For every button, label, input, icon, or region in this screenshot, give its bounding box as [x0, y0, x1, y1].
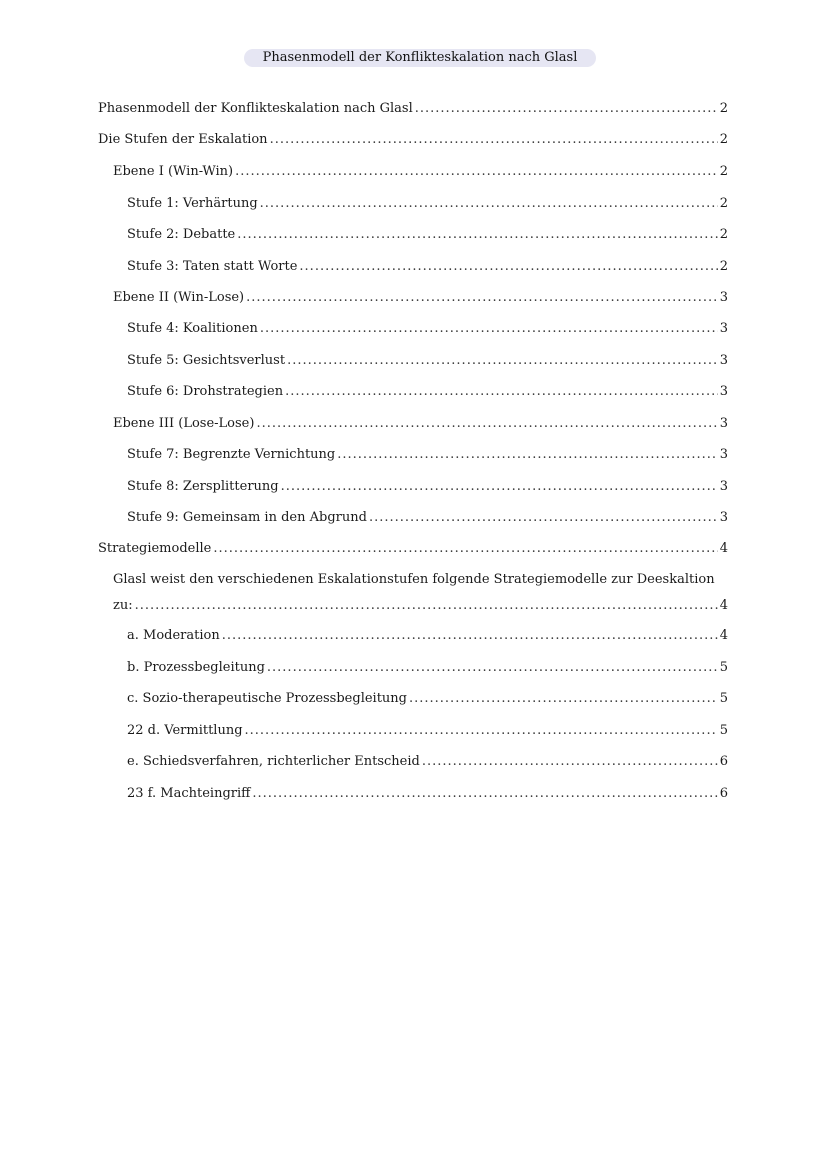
toc-entry[interactable] [127, 659, 728, 677]
toc-page-number: 3 [719, 290, 728, 305]
toc-page-number: 6 [719, 786, 728, 801]
toc-leader [299, 258, 717, 276]
toc-entry[interactable] [113, 163, 728, 181]
toc-leader [135, 597, 718, 615]
toc-entry[interactable] [113, 289, 728, 307]
toc-leader [260, 320, 718, 338]
toc-entry-label: Stufe 6: Drohstrategien [127, 384, 284, 399]
toc-leader [287, 352, 718, 370]
toc-leader [422, 753, 718, 771]
toc-entry[interactable] [127, 722, 728, 740]
toc-entry-label-line2: zu: [113, 598, 133, 613]
toc-entry[interactable] [127, 352, 728, 370]
toc-leader [235, 163, 718, 181]
toc-entry-label: Stufe 8: Zersplitterung [127, 479, 279, 494]
toc-entry-label: Stufe 2: Debatte [127, 227, 236, 242]
toc-leader [213, 540, 717, 558]
toc-entry-label: a. Moderation [127, 628, 220, 643]
toc-leader [415, 100, 718, 118]
toc-entry[interactable] [127, 753, 728, 771]
toc-entry-label: b. Prozessbegleitung [127, 660, 265, 675]
toc-page-number: 2 [719, 259, 728, 274]
toc-page-number: 4 [719, 541, 728, 556]
toc-page-number: 6 [719, 754, 728, 769]
toc-page-number: 2 [719, 101, 728, 116]
toc-page-number: 5 [719, 660, 728, 675]
toc-page-number: 2 [719, 164, 728, 179]
running-header-title: Phasenmodell der Konflikteskalation nach Glasl [262, 50, 578, 65]
running-header [244, 49, 596, 67]
toc-entry-label: Ebene II (Win-Lose) [113, 290, 245, 305]
toc-page-number: 3 [719, 384, 728, 399]
toc-leader [252, 785, 717, 803]
toc-entry-label: Die Stufen der Eskalation [98, 132, 268, 147]
toc-entry-label: e. Schiedsverfahren, richterlicher Entscheid [127, 754, 420, 769]
toc-leader [281, 478, 718, 496]
toc-entry[interactable] [127, 478, 728, 496]
toc-entry-label: Stufe 7: Begrenzte Vernichtung [127, 447, 336, 462]
toc-page-number: 2 [719, 196, 728, 211]
toc-entry[interactable] [98, 540, 728, 558]
toc-leader [260, 195, 718, 213]
toc-page-number: 3 [719, 321, 728, 336]
toc-leader [409, 690, 718, 708]
toc-entry-label-line1[interactable]: Glasl weist den verschiedenen Eskalationstufen folgende Strategiemodelle zur Deeskaltion [113, 572, 715, 587]
toc-page-number: 3 [719, 353, 728, 368]
toc-entry-label: Stufe 5: Gesichtsverlust [127, 353, 286, 368]
toc-page-number: 3 [719, 416, 728, 431]
toc-entry-label: c. Sozio-therapeutische Prozessbegleitung [127, 691, 407, 706]
toc-entry-label: Ebene I (Win-Win) [113, 164, 234, 179]
toc-entry-label: Ebene III (Lose-Lose) [113, 416, 255, 431]
toc-entry[interactable] [127, 226, 728, 244]
toc-leader [222, 627, 718, 645]
toc-leader [267, 659, 718, 677]
toc-entry-label: 23 f. Machteingriff [127, 786, 251, 801]
toc-entry[interactable] [127, 785, 728, 803]
toc-entry-label: Stufe 4: Koalitionen [127, 321, 258, 336]
toc-leader [246, 289, 718, 307]
toc-entry[interactable] [113, 597, 728, 615]
toc-leader [245, 722, 718, 740]
toc-entry[interactable] [98, 131, 728, 149]
toc-page-number: 5 [719, 691, 728, 706]
toc-page-number: 2 [719, 132, 728, 147]
toc-entry[interactable] [127, 195, 728, 213]
toc-page-number: 3 [719, 510, 728, 525]
toc-leader [369, 509, 718, 527]
toc-entry[interactable] [127, 690, 728, 708]
toc-page-number: 4 [719, 628, 728, 643]
toc-entry-label: Phasenmodell der Konflikteskalation nach Glasl [98, 101, 413, 116]
toc-leader [270, 131, 718, 149]
toc-page-number: 3 [719, 447, 728, 462]
toc-entry[interactable] [127, 320, 728, 338]
toc-leader [285, 383, 718, 401]
toc-page-number: 4 [719, 598, 728, 613]
toc-entry-label: Stufe 3: Taten statt Worte [127, 259, 298, 274]
toc-entry[interactable] [127, 446, 728, 464]
toc-entry-label: Strategiemodelle [98, 541, 212, 556]
toc-entry[interactable] [127, 258, 728, 276]
toc-entry[interactable] [127, 509, 728, 527]
toc-entry-label: Stufe 9: Gemeinsam in den Abgrund [127, 510, 367, 525]
toc-leader [237, 226, 717, 244]
toc-entry[interactable] [127, 627, 728, 645]
toc-entry-label: 22 d. Vermittlung [127, 723, 243, 738]
toc-entry[interactable] [113, 415, 728, 433]
toc-entry-label: Stufe 1: Verhärtung [127, 196, 258, 211]
toc-page-number: 2 [719, 227, 728, 242]
toc-leader [256, 415, 717, 433]
toc-leader [337, 446, 717, 464]
toc-page-number: 3 [719, 479, 728, 494]
toc-page-number: 5 [719, 723, 728, 738]
toc-entry[interactable] [98, 100, 728, 118]
toc-entry[interactable] [127, 383, 728, 401]
